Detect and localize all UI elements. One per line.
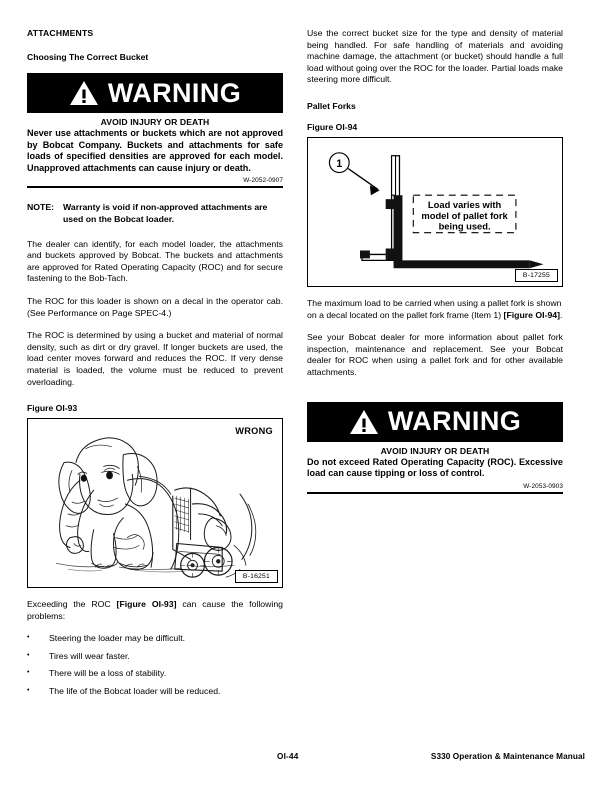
- warning-headline: AVOID INJURY OR DEATH: [100, 117, 210, 127]
- warning-block-1: [27, 73, 283, 188]
- figure-label-oi-94: Figure OI-94: [307, 121, 358, 132]
- warning-banner: [307, 402, 563, 442]
- decal-line-2: model of pallet fork: [421, 210, 508, 221]
- note-block: [27, 202, 283, 225]
- warning-body: Do not exceed Rated Operating Capacity (ROC). Excessive load can cause tipping or loss of control.: [307, 456, 563, 479]
- figure-oi-94: [307, 137, 563, 287]
- warning-code: W-2053-0903: [523, 482, 563, 490]
- warning-code: W-2052-0907: [243, 177, 283, 185]
- list-item: • Steering the loader may be difficult.: [27, 633, 283, 645]
- list-item: • There will be a loss of stability.: [27, 668, 283, 680]
- elephant-sitting-on-loader-illustration: [28, 419, 282, 587]
- figure-oi-93: [27, 418, 283, 588]
- problems-list: [27, 633, 283, 697]
- footer-page-number: OI-44: [277, 752, 299, 761]
- exceeding-text-c: can cause the following problems:: [27, 599, 283, 621]
- pallet-fork-frame-illustration: [308, 138, 562, 286]
- list-item: • Tires will wear faster.: [27, 651, 283, 663]
- warning-body: Never use attachments or buckets which are not approved by Bobcat Company. Buckets and attachments for safe loads of specified densities are approved for each model. Unapproved attachments can cause injury or death.: [27, 128, 283, 173]
- figure-reference-oi-94: [Figure OI-94]: [503, 309, 561, 320]
- warning-triangle-icon: [69, 80, 99, 106]
- warning-banner: [27, 73, 283, 113]
- paragraph-roc-decal: The ROC for this loader is shown on a decal in the operator cab. (See Performance on Page SPEC-4.): [27, 295, 283, 318]
- warning-word: WARNING: [107, 77, 242, 108]
- max-load-text-c: .: [560, 309, 563, 320]
- figure-id-b-17255: B-17255: [515, 269, 558, 282]
- warning-block-2: [307, 402, 563, 494]
- paragraph-roc-determined: The ROC is determined by using a bucket and material of normal density, such as dirt or dry gravel. If longer buckets are used, the load center moves forward and reduces the ROC. If very dense material is loaded, the volume must be reduced to prevent overloading.: [27, 330, 283, 387]
- page-footer: [27, 752, 585, 764]
- right-column: [307, 28, 563, 494]
- figure-label-oi-93: Figure OI-93: [27, 403, 78, 414]
- decal-line-3: being used.: [438, 221, 491, 232]
- max-load-text-a: The maximum load to be carried when using a pallet fork is shown on a decal located on the pallet fork frame (Item 1): [307, 297, 562, 320]
- figure-reference-oi-93: [Figure OI-93]: [116, 599, 177, 610]
- decal-line-1: Load varies with: [427, 200, 502, 211]
- paragraph-maximum-load: [307, 298, 563, 321]
- paragraph-see-dealer: See your Bobcat dealer for more information about pallet fork inspection, maintenance and replacement. See your Bobcat dealer for ROC when using a pallet fork and for other available attachments.: [307, 332, 563, 377]
- paragraph-dealer-identify: The dealer can identify, for each model loader, the attachments and buckets approved by Bobcat. The buckets and attachments are approved for Rated Operating Capacity (ROC) and for secure fastening to the Bob-Tach.: [27, 238, 283, 284]
- warning-rule: [307, 492, 563, 494]
- note-text: Warranty is void if non-approved attachments are used on the Bobcat loader.: [63, 202, 268, 224]
- subsection-heading: Choosing The Correct Bucket: [27, 52, 149, 62]
- list-item: • The life of the Bobcat loader will be reduced.: [27, 686, 283, 698]
- footer-manual-title: S330 Operation & Maintenance Manual: [430, 752, 585, 761]
- warning-headline: AVOID INJURY OR DEATH: [380, 445, 490, 456]
- warning-triangle-icon: [349, 409, 379, 435]
- exceeding-text-a: Exceeding the ROC: [27, 599, 117, 610]
- callout-number-1: 1: [336, 158, 343, 171]
- figure-wrong-label: WRONG: [235, 426, 273, 437]
- page-title: ATTACHMENTS: [27, 28, 94, 38]
- paragraph-correct-bucket-size: Use the correct bucket size for the type and density of material being handled. For safe handling of materials and avoiding machine damage, the attachment (or bucket) should handle a full load without going over the ROC for the loader. Partial loads make steering more difficult.: [307, 28, 563, 85]
- paragraph-exceeding-roc: [27, 599, 283, 622]
- note-label: NOTE:: [27, 202, 55, 213]
- warning-word: WARNING: [387, 406, 522, 437]
- figure-id-b-16251: B-16251: [235, 570, 278, 583]
- subsection-heading-pallet-forks: Pallet Forks: [307, 100, 356, 111]
- left-column: [27, 28, 283, 704]
